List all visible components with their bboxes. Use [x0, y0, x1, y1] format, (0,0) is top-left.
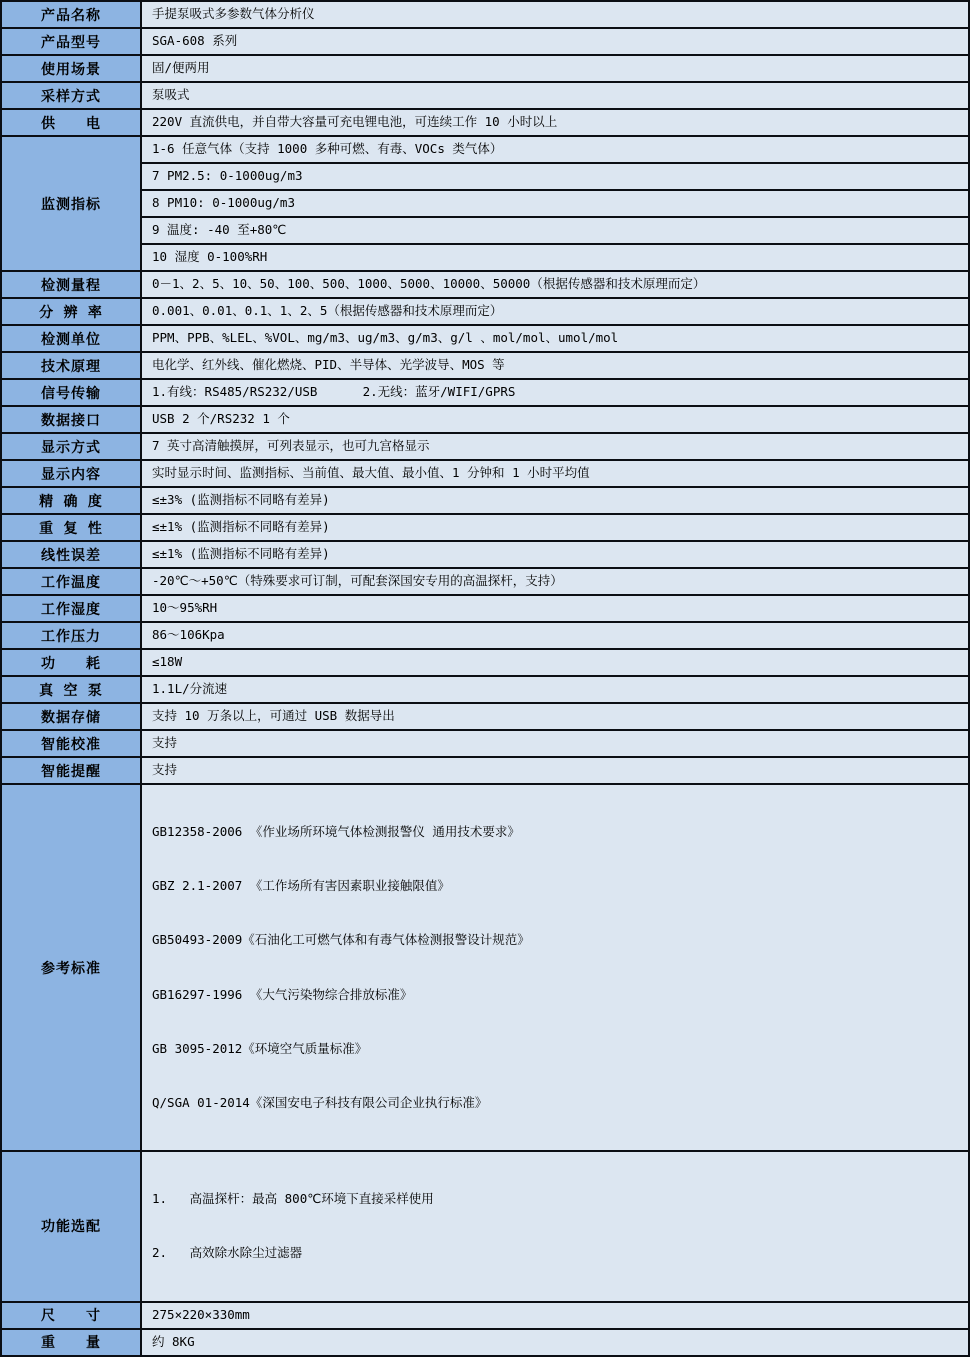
spec-value-technical-principle: 电化学、红外线、催化燃烧、PID、半导体、光学波导、MOS 等: [141, 352, 969, 379]
table-row: [1, 1302, 969, 1329]
spec-label-signal-transmission: 信号传输: [1, 379, 141, 406]
spec-value-signal-transmission: 1.有线：RS485/RS232/USB 2.无线：蓝牙/WIFI/GPRS: [141, 379, 969, 406]
table-row: [1, 55, 969, 82]
spec-value-monitor-temperature: 9 温度: -40 至+80℃: [141, 217, 969, 244]
table-row: [1, 109, 969, 136]
spec-label-product-name: 产品名称: [1, 1, 141, 28]
reference-standard-line: GB50493-2009《石油化工可燃气体和有毒气体检测报警设计规范》: [152, 932, 530, 948]
table-row: [1, 1, 969, 28]
optional-feature-line: 1. 高温探杆：最高 800℃环境下直接采样使用: [152, 1191, 434, 1206]
reference-standard-line: GB16297-1996 《大气污染物综合排放标准》: [152, 986, 413, 1002]
spec-label-model: 产品型号: [1, 28, 141, 55]
spec-label-vacuum-pump: 真 空 泵: [1, 676, 141, 703]
table-row: [1, 271, 969, 298]
table-row: [1, 649, 969, 676]
spec-label-reference-standards: 参考标准: [1, 784, 141, 1151]
spec-label-detection-range: 检测量程: [1, 271, 141, 298]
spec-label-display-content: 显示内容: [1, 460, 141, 487]
spec-value-power-supply: 220V 直流供电，并自带大容量可充电锂电池，可连续工作 10 小时以上: [141, 109, 969, 136]
spec-value-working-pressure: 86～106Kpa: [141, 622, 969, 649]
spec-value-optional-features: [141, 1151, 969, 1301]
spec-value-accuracy: ≤±3% (监测指标不同略有差异): [141, 487, 969, 514]
table-row: [1, 82, 969, 109]
table-row: [1, 244, 969, 271]
table-row: [1, 163, 969, 190]
table-row: [1, 217, 969, 244]
spec-value-data-storage: 支持 10 万条以上，可通过 USB 数据导出: [141, 703, 969, 730]
spec-label-resolution: 分 辨 率: [1, 298, 141, 325]
spec-value-monitor-humidity: 10 湿度 0-100%RH: [141, 244, 969, 271]
spec-value-sampling-method: 泵吸式: [141, 82, 969, 109]
spec-label-optional-features: 功能选配: [1, 1151, 141, 1301]
spec-value-monitor-pm10: 8 PM10: 0-1000ug/m3: [141, 190, 969, 217]
table-row: [1, 622, 969, 649]
optional-feature-line: 2. 高效除水除尘过滤器: [152, 1245, 303, 1261]
reference-standard-line: GB 3095-2012《环境空气质量标准》: [152, 1040, 368, 1056]
table-row: [1, 136, 969, 163]
spec-label-display-mode: 显示方式: [1, 433, 141, 460]
spec-value-dimensions: 275×220×330mm: [141, 1302, 969, 1329]
spec-value-power-consumption: ≤18W: [141, 649, 969, 676]
spec-label-linearity-error: 线性误差: [1, 541, 141, 568]
spec-value-detection-range: 0－1、2、5、10、50、100、500、1000、5000、10000、50000（根据传感器和技术原理而定）: [141, 271, 969, 298]
table-row: [1, 703, 969, 730]
spec-value-display-content: 实时显示时间、监测指标、当前值、最大值、最小值、1 分钟和 1 小时平均值: [141, 460, 969, 487]
spec-label-working-temperature: 工作温度: [1, 568, 141, 595]
reference-standard-line: GB12358-2006 《作业场所环境气体检测报警仪 通用技术要求》: [152, 823, 520, 839]
spec-label-technical-principle: 技术原理: [1, 352, 141, 379]
spec-label-accuracy: 精 确 度: [1, 487, 141, 514]
table-row: [1, 595, 969, 622]
table-row: [1, 1151, 969, 1301]
spec-label-monitor-indicators: 监测指标: [1, 136, 141, 271]
spec-value-working-temperature: -20℃～+50℃（特殊要求可订制，可配套深国安专用的高温探杆，支持）: [141, 568, 969, 595]
table-row: [1, 298, 969, 325]
spec-label-power-consumption: 功 耗: [1, 649, 141, 676]
spec-label-power-supply: 供 电: [1, 109, 141, 136]
table-row: [1, 1329, 969, 1356]
table-row: [1, 433, 969, 460]
spec-label-working-pressure: 工作压力: [1, 622, 141, 649]
reference-standard-line: Q/SGA 01-2014《深国安电子科技有限公司企业执行标准》: [152, 1095, 488, 1110]
spec-value-repeatability: ≤±1% (监测指标不同略有差异): [141, 514, 969, 541]
spec-label-repeatability: 重 复 性: [1, 514, 141, 541]
table-row: [1, 28, 969, 55]
table-row: [1, 379, 969, 406]
spec-value-smart-reminder: 支持: [141, 757, 969, 784]
spec-value-weight: 约 8KG: [141, 1329, 969, 1356]
spec-value-monitor-pm25: 7 PM2.5: 0-1000ug/m3: [141, 163, 969, 190]
table-row: [1, 514, 969, 541]
spec-value-reference-standards: [141, 784, 969, 1151]
spec-value-vacuum-pump: 1.1L/分流速: [141, 676, 969, 703]
spec-label-weight: 重 量: [1, 1329, 141, 1356]
spec-label-detection-unit: 检测单位: [1, 325, 141, 352]
table-row: [1, 325, 969, 352]
spec-value-model: SGA-608 系列: [141, 28, 969, 55]
table-row: [1, 487, 969, 514]
table-row: [1, 757, 969, 784]
spec-label-smart-calibration: 智能校准: [1, 730, 141, 757]
spec-value-detection-unit: PPM、PPB、%LEL、%VOL、mg/m3、ug/m3、g/m3、g/l 、mol/mol、umol/mol: [141, 325, 969, 352]
spec-value-smart-calibration: 支持: [141, 730, 969, 757]
table-row: [1, 730, 969, 757]
spec-value-monitor-gas: 1-6 任意气体（支持 1000 多种可燃、有毒、VOCs 类气体）: [141, 136, 969, 163]
spec-label-dimensions: 尺 寸: [1, 1302, 141, 1329]
table-row: [1, 406, 969, 433]
spec-label-data-interface: 数据接口: [1, 406, 141, 433]
table-row: [1, 784, 969, 1151]
table-row: [1, 190, 969, 217]
spec-value-display-mode: 7 英寸高清触摸屏，可列表显示，也可九宫格显示: [141, 433, 969, 460]
table-row: [1, 541, 969, 568]
spec-value-resolution: 0.001、0.01、0.1、1、2、5（根据传感器和技术原理而定）: [141, 298, 969, 325]
spec-value-working-humidity: 10～95%RH: [141, 595, 969, 622]
spec-value-usage-scene: 固/便两用: [141, 55, 969, 82]
table-row: [1, 352, 969, 379]
spec-value-product-name: 手提泵吸式多参数气体分析仪: [141, 1, 969, 28]
spec-label-data-storage: 数据存储: [1, 703, 141, 730]
spec-label-working-humidity: 工作湿度: [1, 595, 141, 622]
spec-value-linearity-error: ≤±1% (监测指标不同略有差异): [141, 541, 969, 568]
spec-label-sampling-method: 采样方式: [1, 82, 141, 109]
reference-standard-line: GBZ 2.1-2007 《工作场所有害因素职业接触限值》: [152, 878, 450, 893]
spec-value-data-interface: USB 2 个/RS232 1 个: [141, 406, 969, 433]
table-row: [1, 676, 969, 703]
table-row: [1, 568, 969, 595]
table-row: [1, 460, 969, 487]
spec-label-smart-reminder: 智能提醒: [1, 757, 141, 784]
spec-label-usage-scene: 使用场景: [1, 55, 141, 82]
